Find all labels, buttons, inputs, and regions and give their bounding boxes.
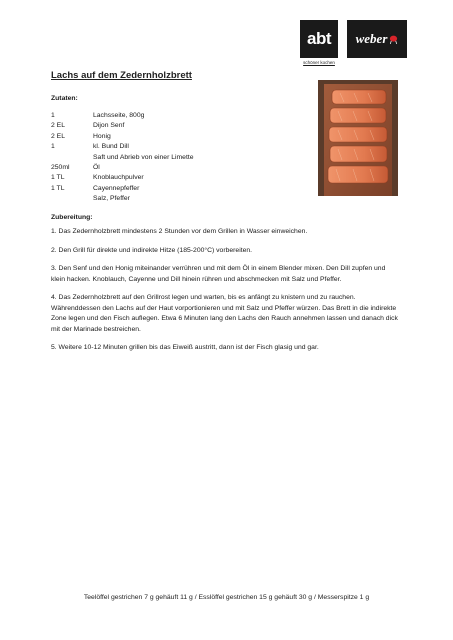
ingredient-quantity: 2 EL [51, 122, 65, 130]
logo-group [297, 20, 407, 68]
preparation-step: 2. Den Grill für direkte und indirekte Hitze (185-200°C) vorbereiten. [51, 246, 253, 254]
ingredient-row [51, 173, 281, 183]
ingredient-quantity: 1 [51, 143, 55, 151]
measurement-footer: Teelöffel gestrichen 7 g gehäuft 11 g / Esslöffel gestrichen 15 g gehäuft 30 g / Messerspitze 1 g [83, 594, 370, 601]
ingredient-name: Dijon Senf [93, 122, 125, 130]
ingredient-quantity: 2 EL [51, 132, 65, 140]
ingredient-name: Salz, Pfeffer [93, 195, 130, 203]
preparation-step: 5. Weitere 10-12 Minuten grillen bis das Eiweiß austritt, dann ist der Fisch glasig und gar. [51, 344, 319, 351]
preparation-step: 1. Das Zedernholzbrett mindestens 2 Stunden vor dem Grillen in Wasser einweichen. [51, 228, 308, 235]
ingredient-quantity [51, 194, 93, 204]
ingredient-name: Saft und Abrieb von einer Limette [93, 153, 194, 161]
ingredient-quantity: 1 TL [51, 184, 65, 192]
ingredient-name: Cayennepfeffer [93, 184, 140, 192]
ingredient-name: Lachsseite, 800g [93, 112, 145, 119]
ingredient-name: kl. Bund Dill [93, 143, 129, 151]
ingredient-quantity: 250ml [51, 164, 70, 172]
recipe-title: Lachs auf dem Zedernholzbrett [51, 70, 192, 81]
salmon-photo-graphic [318, 80, 398, 196]
ingredient-row [51, 184, 281, 194]
weber-logo-text: weber [355, 31, 388, 46]
kettle-grill-icon [389, 35, 398, 44]
abt-logo-tagline: schöner kochen [303, 60, 335, 65]
salmon-on-cedar-plank-photo [318, 80, 398, 196]
ingredient-row [51, 194, 281, 204]
ingredient-quantity: 1 [51, 112, 55, 119]
ingredient-quantity: 1 TL [51, 174, 65, 182]
abt-logo-mark: abt [300, 20, 338, 58]
ingredient-row [51, 163, 281, 173]
ingredients-list [51, 111, 281, 205]
ingredient-row [51, 153, 281, 163]
weber-logo [347, 20, 407, 58]
preparation-heading: Zubereitung: [51, 214, 93, 221]
ingredient-name: Honig [93, 132, 111, 140]
ingredient-row [51, 142, 281, 152]
ingredient-quantity [51, 153, 93, 163]
ingredient-row [51, 111, 281, 121]
ingredient-name: Knoblauchpulver [93, 174, 144, 182]
ingredient-row [51, 132, 281, 142]
abt-logo [297, 20, 341, 68]
preparation-steps [51, 227, 401, 362]
ingredients-heading: Zutaten: [51, 95, 78, 102]
preparation-step: 3. Den Senf und den Honig miteinander verrühren und mit dem Öl in einem Blender mixen. Den Dill zupfen und klein hacken. Knoblauch, Cayenne und Dill hinein rühren und abschmecken mit Salz und Pfeffer. [51, 265, 386, 283]
ingredient-name: Öl [93, 164, 100, 172]
preparation-step: 4. Das Zedernholzbrett auf den Grillrost legen und warten, bis es anfängt zu knistern und zu rauchen. Währenddessen den Lachs auf der Haut vorportionieren und mit Salz und Pfeffer würzen. Das Brett in die indirekte Zone legen und den Fisch auflegen. Etwa 6 Minuten lang den Lachs den Rauch annehmen lassen und danach dick mit der Marinade bestreichen. [51, 294, 398, 333]
ingredient-row [51, 121, 281, 131]
